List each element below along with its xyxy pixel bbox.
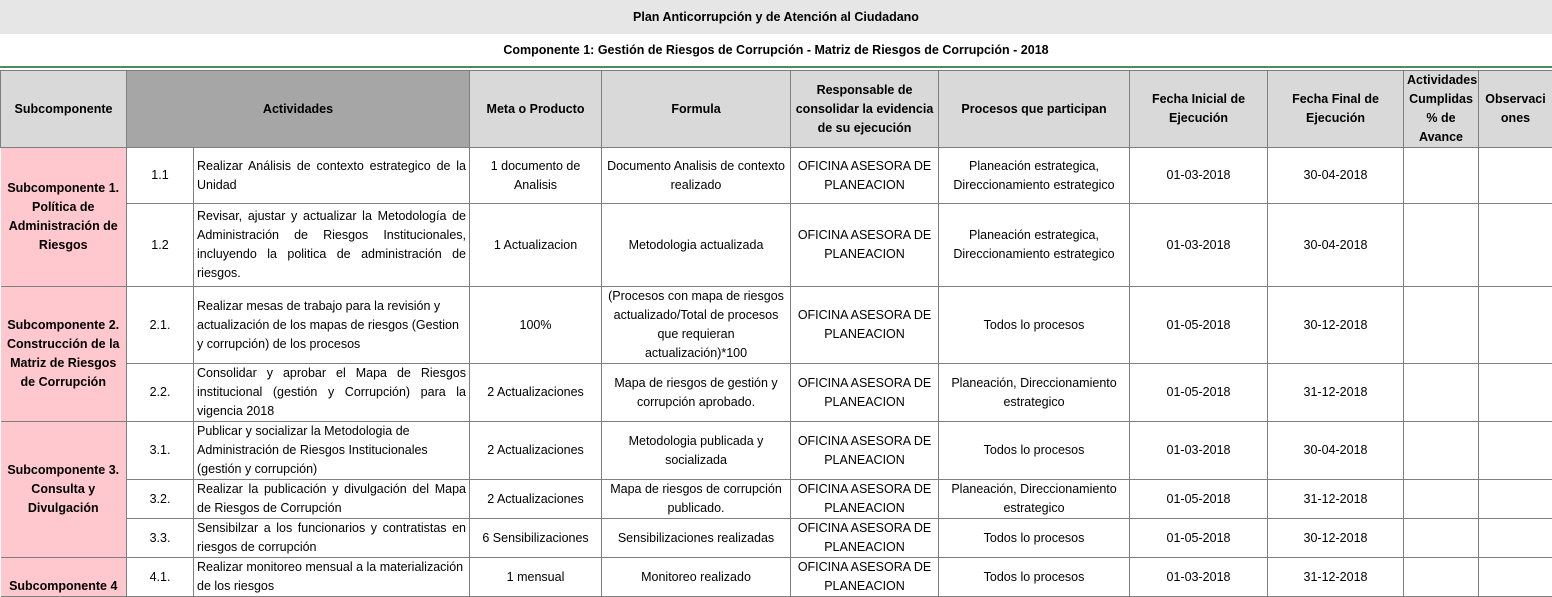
formula-cell[interactable]: Sensibilizaciones realizadas [602,519,791,558]
meta-cell[interactable]: 100% [470,287,602,364]
avance-cell[interactable] [1404,148,1479,204]
fecha-inicial-cell[interactable]: 01-05-2018 [1130,364,1268,422]
table-row [1,148,1552,204]
formula-cell[interactable]: Mapa de riesgos de corrupción publicado. [602,480,791,519]
procesos-cell[interactable]: Todos lo procesos [939,287,1130,364]
fecha-inicial-cell[interactable]: 01-05-2018 [1130,480,1268,519]
fecha-inicial-cell[interactable]: 01-05-2018 [1130,519,1268,558]
procesos-cell[interactable]: Planeación estrategica, Direccionamiento estrategico [939,148,1130,204]
header-row [1,71,1552,148]
responsable-cell[interactable]: OFICINA ASESORA DE PLANEACION [791,148,939,204]
subcomponent-3-cell[interactable]: Subcomponente 3. Consulta y Divulgación [1,422,127,558]
risk-matrix-table [0,70,1552,597]
responsable-cell[interactable]: OFICINA ASESORA DE PLANEACION [791,558,939,597]
formula-cell[interactable]: (Procesos con mapa de riesgos actualizado/Total de procesos que requieran actualización)*100 [602,287,791,364]
meta-cell[interactable]: 2 Actualizaciones [470,422,602,480]
header-responsable[interactable]: Responsable de consolidar la evidencia de su ejecución [791,71,939,148]
procesos-cell[interactable]: Planeación estrategica, Direccionamiento estrategico [939,204,1130,287]
avance-cell[interactable] [1404,204,1479,287]
avance-cell[interactable] [1404,519,1479,558]
activity-cell[interactable]: Sensibilzar a los funcionarios y contratistas en riesgos de corrupción [194,519,470,558]
activity-cell[interactable]: Realizar Análisis de contexto estrategico de la Unidad [194,148,470,204]
formula-cell[interactable]: Mapa de riesgos de gestión y corrupción aprobado. [602,364,791,422]
formula-cell[interactable]: Monitoreo realizado [602,558,791,597]
header-fecha-final[interactable]: Fecha Final de Ejecución [1268,71,1404,148]
fecha-final-cell[interactable]: 30-12-2018 [1268,287,1404,364]
observaciones-cell[interactable] [1479,287,1552,364]
meta-cell[interactable]: 2 Actualizaciones [470,364,602,422]
header-meta[interactable]: Meta o Producto [470,71,602,148]
meta-cell[interactable]: 1 Actualizacion [470,204,602,287]
header-subcomponente[interactable]: Subcomponente [1,71,127,148]
subcomponent-4-cell[interactable]: Subcomponente 4 [1,558,127,597]
responsable-cell[interactable]: OFICINA ASESORA DE PLANEACION [791,519,939,558]
observaciones-cell[interactable] [1479,558,1552,597]
responsable-cell[interactable]: OFICINA ASESORA DE PLANEACION [791,364,939,422]
sheet-subtitle: Componente 1: Gestión de Riesgos de Corrupción - Matriz de Riesgos de Corrupción - 2018 [0,34,1552,68]
header-observaciones[interactable]: Observaciones [1479,71,1552,148]
subcomponent-2-cell[interactable]: Subcomponente 2. Construcción de la Matriz de Riesgos de Corrupción [1,287,127,422]
activity-cell[interactable]: Realizar mesas de trabajo para la revisión y actualización de los mapas de riesgos (Gestion y corrupción) de los procesos [194,287,470,364]
table-row [1,422,1552,480]
procesos-cell[interactable]: Todos lo procesos [939,519,1130,558]
formula-cell[interactable]: Documento Analisis de contexto realizado [602,148,791,204]
avance-cell[interactable] [1404,422,1479,480]
activity-cell[interactable]: Publicar y socializar la Metodologia de Administración de Riesgos Institucionales (gestión y corrupción) [194,422,470,480]
table-row [1,558,1552,597]
procesos-cell[interactable]: Todos lo procesos [939,558,1130,597]
fecha-final-cell[interactable]: 30-04-2018 [1268,204,1404,287]
procesos-cell[interactable]: Planeación, Direccionamiento estrategico [939,364,1130,422]
fecha-inicial-cell[interactable]: 01-03-2018 [1130,148,1268,204]
avance-cell[interactable] [1404,364,1479,422]
header-actividades[interactable]: Actividades [127,71,470,148]
fecha-inicial-cell[interactable]: 01-03-2018 [1130,422,1268,480]
header-procesos[interactable]: Procesos que participan [939,71,1130,148]
avance-cell[interactable] [1404,480,1479,519]
sheet-title: Plan Anticorrupción y de Atención al Ciudadano [0,0,1552,34]
subcomponent-1-cell[interactable]: Subcomponente 1. Política de Administración de Riesgos [1,148,127,287]
activity-number[interactable]: 1.2 [127,204,194,287]
activity-number[interactable]: 3.1. [127,422,194,480]
fecha-inicial-cell[interactable]: 01-05-2018 [1130,287,1268,364]
observaciones-cell[interactable] [1479,204,1552,287]
table-row [1,519,1552,558]
table-row [1,287,1552,364]
responsable-cell[interactable]: OFICINA ASESORA DE PLANEACION [791,287,939,364]
fecha-final-cell[interactable]: 30-04-2018 [1268,422,1404,480]
header-avance[interactable]: Actividades Cumplidas % de Avance [1404,71,1479,148]
meta-cell[interactable]: 1 documento de Analisis [470,148,602,204]
observaciones-cell[interactable] [1479,364,1552,422]
responsable-cell[interactable]: OFICINA ASESORA DE PLANEACION [791,480,939,519]
activity-number[interactable]: 2.2. [127,364,194,422]
header-formula[interactable]: Formula [602,71,791,148]
activity-number[interactable]: 4.1. [127,558,194,597]
meta-cell[interactable]: 2 Actualizaciones [470,480,602,519]
activity-number[interactable]: 3.2. [127,480,194,519]
observaciones-cell[interactable] [1479,480,1552,519]
formula-cell[interactable]: Metodologia publicada y socializada [602,422,791,480]
table-row [1,480,1552,519]
table-row [1,204,1552,287]
table-row [1,364,1552,422]
activity-cell[interactable]: Revisar, ajustar y actualizar la Metodología de Administración de Riesgos Institucionales, incluyendo la politica de administración de riesgos. [194,204,470,287]
activity-cell[interactable]: Realizar monitoreo mensual a la materialización de los riesgos [194,558,470,597]
fecha-final-cell[interactable]: 31-12-2018 [1268,558,1404,597]
header-fecha-inicial[interactable]: Fecha Inicial de Ejecución [1130,71,1268,148]
avance-cell[interactable] [1404,558,1479,597]
procesos-cell[interactable]: Planeación, Direccionamiento estrategico [939,480,1130,519]
activity-number[interactable]: 2.1. [127,287,194,364]
observaciones-cell[interactable] [1479,519,1552,558]
activity-cell[interactable]: Consolidar y aprobar el Mapa de Riesgos institucional (gestión y Corrupción) para la vigencia 2018 [194,364,470,422]
meta-cell[interactable]: 6 Sensibilizaciones [470,519,602,558]
fecha-inicial-cell[interactable]: 01-03-2018 [1130,204,1268,287]
observaciones-cell[interactable] [1479,422,1552,480]
fecha-inicial-cell[interactable]: 01-03-2018 [1130,558,1268,597]
fecha-final-cell[interactable]: 31-12-2018 [1268,480,1404,519]
responsable-cell[interactable]: OFICINA ASESORA DE PLANEACION [791,422,939,480]
meta-cell[interactable]: 1 mensual [470,558,602,597]
activity-number[interactable]: 1.1 [127,148,194,204]
formula-cell[interactable]: Metodologia actualizada [602,204,791,287]
responsable-cell[interactable]: OFICINA ASESORA DE PLANEACION [791,204,939,287]
procesos-cell[interactable]: Todos lo procesos [939,422,1130,480]
observaciones-cell[interactable] [1479,148,1552,204]
fecha-final-cell[interactable]: 31-12-2018 [1268,364,1404,422]
fecha-final-cell[interactable]: 30-12-2018 [1268,519,1404,558]
avance-cell[interactable] [1404,287,1479,364]
activity-number[interactable]: 3.3. [127,519,194,558]
activity-cell[interactable]: Realizar la publicación y divulgación del Mapa de Riesgos de Corrupción [194,480,470,519]
fecha-final-cell[interactable]: 30-04-2018 [1268,148,1404,204]
